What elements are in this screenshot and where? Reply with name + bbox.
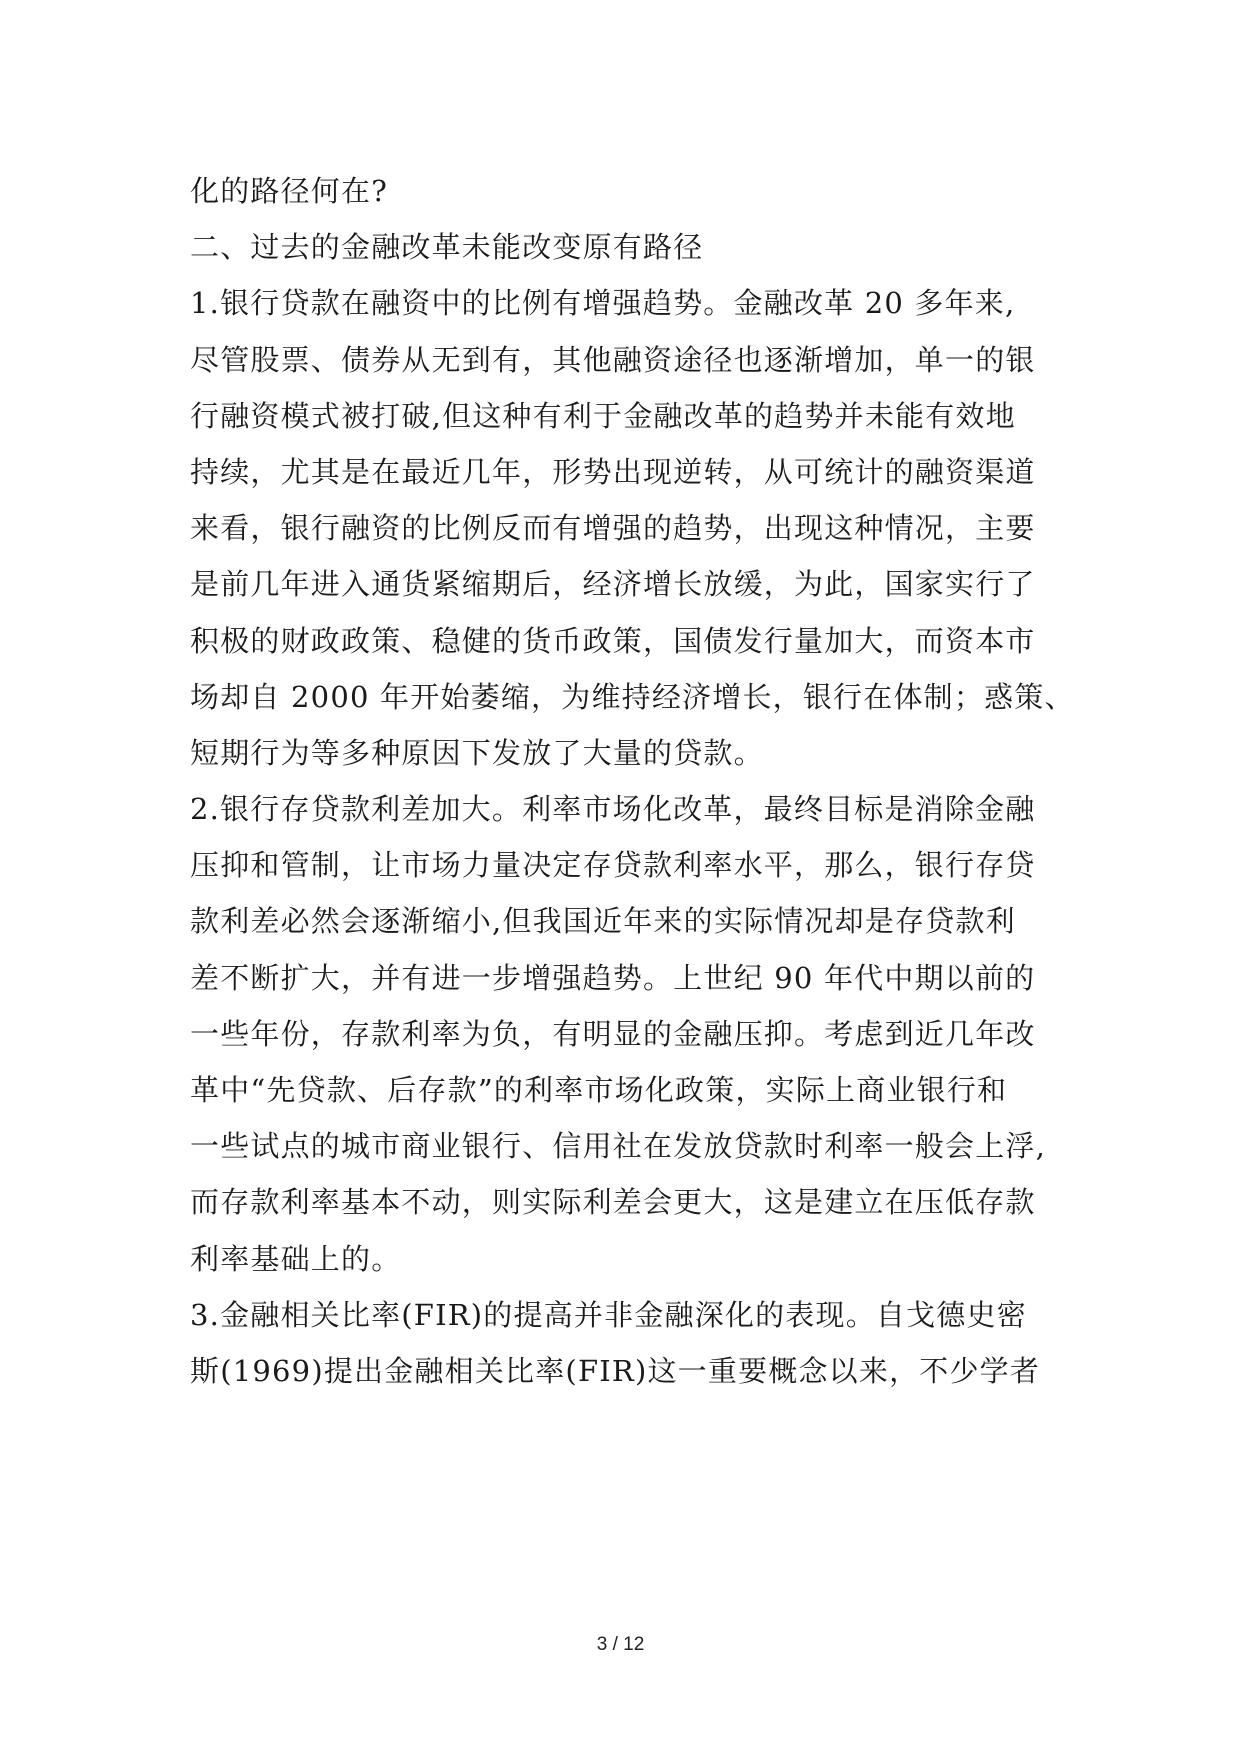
text-line: 压抑和管制，让市场力量决定存贷款利率水平，那么，银行存贷 xyxy=(190,848,1036,883)
text-line: 来看，银行融资的比例反而有增强的趋势，出现这种情况，主要 xyxy=(190,511,1036,546)
text-line: 场却自 2000 年开始萎缩，为维持经济增长，银行在体制；惑策、 xyxy=(190,679,1075,714)
section-heading: 二、过去的金融改革未能改变原有路径 xyxy=(190,230,704,265)
text-line: 而存款利率基本不动，则实际利差会更大，这是建立在压低存款 xyxy=(190,1185,1036,1220)
text-line: 一些试点的城市商业银行、信用社在发放贷款时利率一般会上浮, xyxy=(190,1129,1047,1164)
text-line: 短期行为等多种原因下发放了大量的贷款。 xyxy=(190,735,764,770)
text-line: 持续，尤其是在最近几年，形势出现逆转，从可统计的融资渠道 xyxy=(190,454,1036,489)
text-line: 差不断扩大，并有进一步增强趋势。上世纪 90 年代中期以前的 xyxy=(190,960,1036,995)
text-line: 款利差必然会逐渐缩小,但我国近年来的实际情况却是存贷款利 xyxy=(190,904,1016,939)
page-number: 3 / 12 xyxy=(596,1634,645,1655)
text-line: 利率基础上的。 xyxy=(190,1241,402,1276)
text-line: 3.金融相关比率(FIR)的提高并非金融深化的表现。自戈德史密 xyxy=(190,1297,1027,1332)
text-line: 一些年份，存款利率为负，有明显的金融压抑。考虑到近几年改 xyxy=(190,1016,1036,1051)
text-line: 2.银行存贷款利差加大。利率市场化改革，最终目标是消除金融 xyxy=(190,792,1036,827)
text-line: 是前几年进入通货紧缩期后，经济增长放缓，为此，国家实行了 xyxy=(190,567,1036,602)
text-line: 革中“先贷款、后存款”的利率市场化政策，实际上商业银行和 xyxy=(190,1073,1008,1107)
text-line: 行融资模式被打破,但这种有利于金融改革的趋势并未能有效地 xyxy=(190,398,1016,433)
text-line: 积极的财政政策、稳健的货币政策，国债发行量加大，而资本市 xyxy=(190,623,1036,658)
body-text xyxy=(190,163,1075,1399)
text-line: 1.银行贷款在融资中的比例有增强趋势。金融改革 20 多年来, xyxy=(190,286,1016,321)
text-line: 化的路径何在? xyxy=(190,174,388,208)
text-line: 斯(1969)提出金融相关比率(FIR)这一重要概念以来，不少学者 xyxy=(190,1353,1041,1388)
text-line: 尽管股票、债券从无到有，其他融资途径也逐渐增加，单一的银 xyxy=(190,342,1036,377)
